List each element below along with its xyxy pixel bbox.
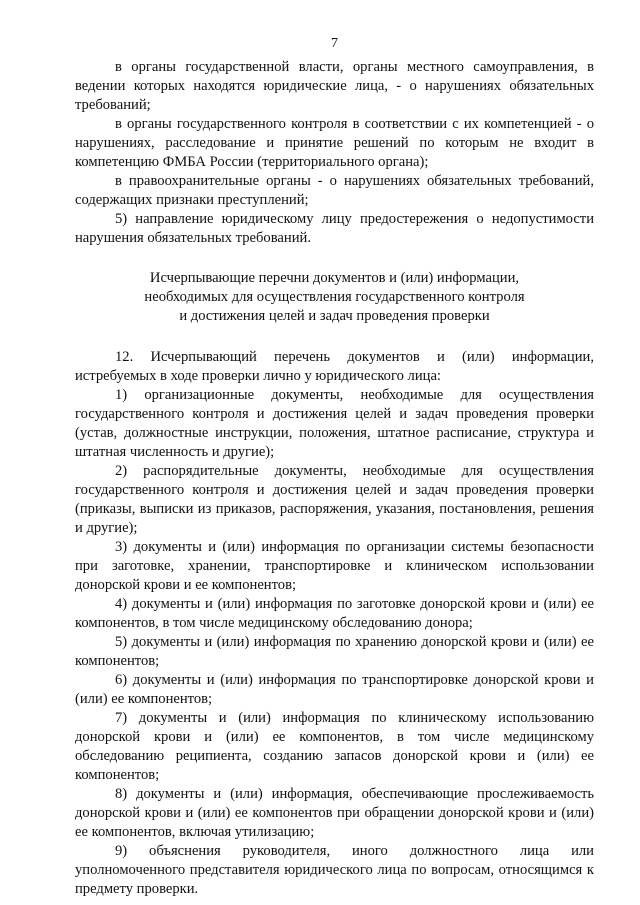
- paragraph: 5) направление юридическому лицу предостережения о недопустимости нарушения обязательных требований.: [75, 211, 594, 246]
- paragraph: 7) документы и (или) информация по клиническому использованию донорской крови и (или) ее компонентов, в том числе медицинскому обследованию реципиента, созданию запасов донорской крови и (или) ее компонентов;: [75, 710, 594, 783]
- heading-line: необходимых для осуществления государственного контроля: [144, 289, 525, 305]
- paragraph: 12. Исчерпывающий перечень документов и (или) информации, истребуемых в ходе проверки лично у юридического лица:: [75, 349, 594, 384]
- paragraph: 5) документы и (или) информация по хранению донорской крови и (или) ее компонентов;: [75, 634, 594, 669]
- paragraph: 2) распорядительные документы, необходимые для осуществления государственного контроля и достижения целей и задач проведения проверки (приказы, выписки из приказов, распоряжения, указания, постановления, решения и другие);: [75, 463, 594, 536]
- paragraph: 1) организационные документы, необходимые для осуществления государственного контроля и достижения целей и задач проведения проверки (устав, должностные инструкции, положения, штатное расписание, структура и штатная численность и другие);: [75, 387, 594, 460]
- paragraph: 6) документы и (или) информация по транспортировке донорской крови и (или) ее компонентов;: [75, 672, 594, 707]
- section-list: [75, 348, 594, 899]
- paragraph: 8) документы и (или) информация, обеспечивающие прослеживаемость донорской крови и (или) ее компонентов при обращении донорской крови и (или) ее компонентов, включая утилизацию;: [75, 786, 594, 840]
- heading-line: Исчерпывающие перечни документов и (или) информации,: [149, 270, 520, 286]
- heading-line: и достижения целей и задач проведения проверки: [179, 308, 490, 324]
- paragraph: 9) объяснения руководителя, иного должностного лица или уполномоченного представителя юридического лица по вопросам, относящимся к предмету проверки.: [75, 843, 594, 897]
- paragraph: 4) документы и (или) информация по заготовке донорской крови и (или) ее компонентов, в том числе медицинскому обследованию донора;: [75, 596, 594, 631]
- paragraph: в органы государственного контроля в соответствии с их компетенцией - о нарушениях, расследование и принятие решений по которым не входит в компетенцию ФМБА России (территориального органа);: [75, 116, 594, 170]
- paragraph: 3) документы и (или) информация по организации системы безопасности при заготовке, хранении, транспортировке и клиническом использовании донорской крови и ее компонентов;: [75, 539, 594, 593]
- paragraph: в правоохранительные органы - о нарушениях обязательных требований, содержащих признаки преступлений;: [75, 173, 594, 208]
- section-heading: [75, 269, 594, 326]
- page-number: 7: [331, 36, 338, 51]
- paragraph: в органы государственной власти, органы местного самоуправления, в ведении которых находятся юридические лица, - о нарушениях обязательных требований;: [75, 59, 594, 113]
- intro-list: [75, 58, 594, 248]
